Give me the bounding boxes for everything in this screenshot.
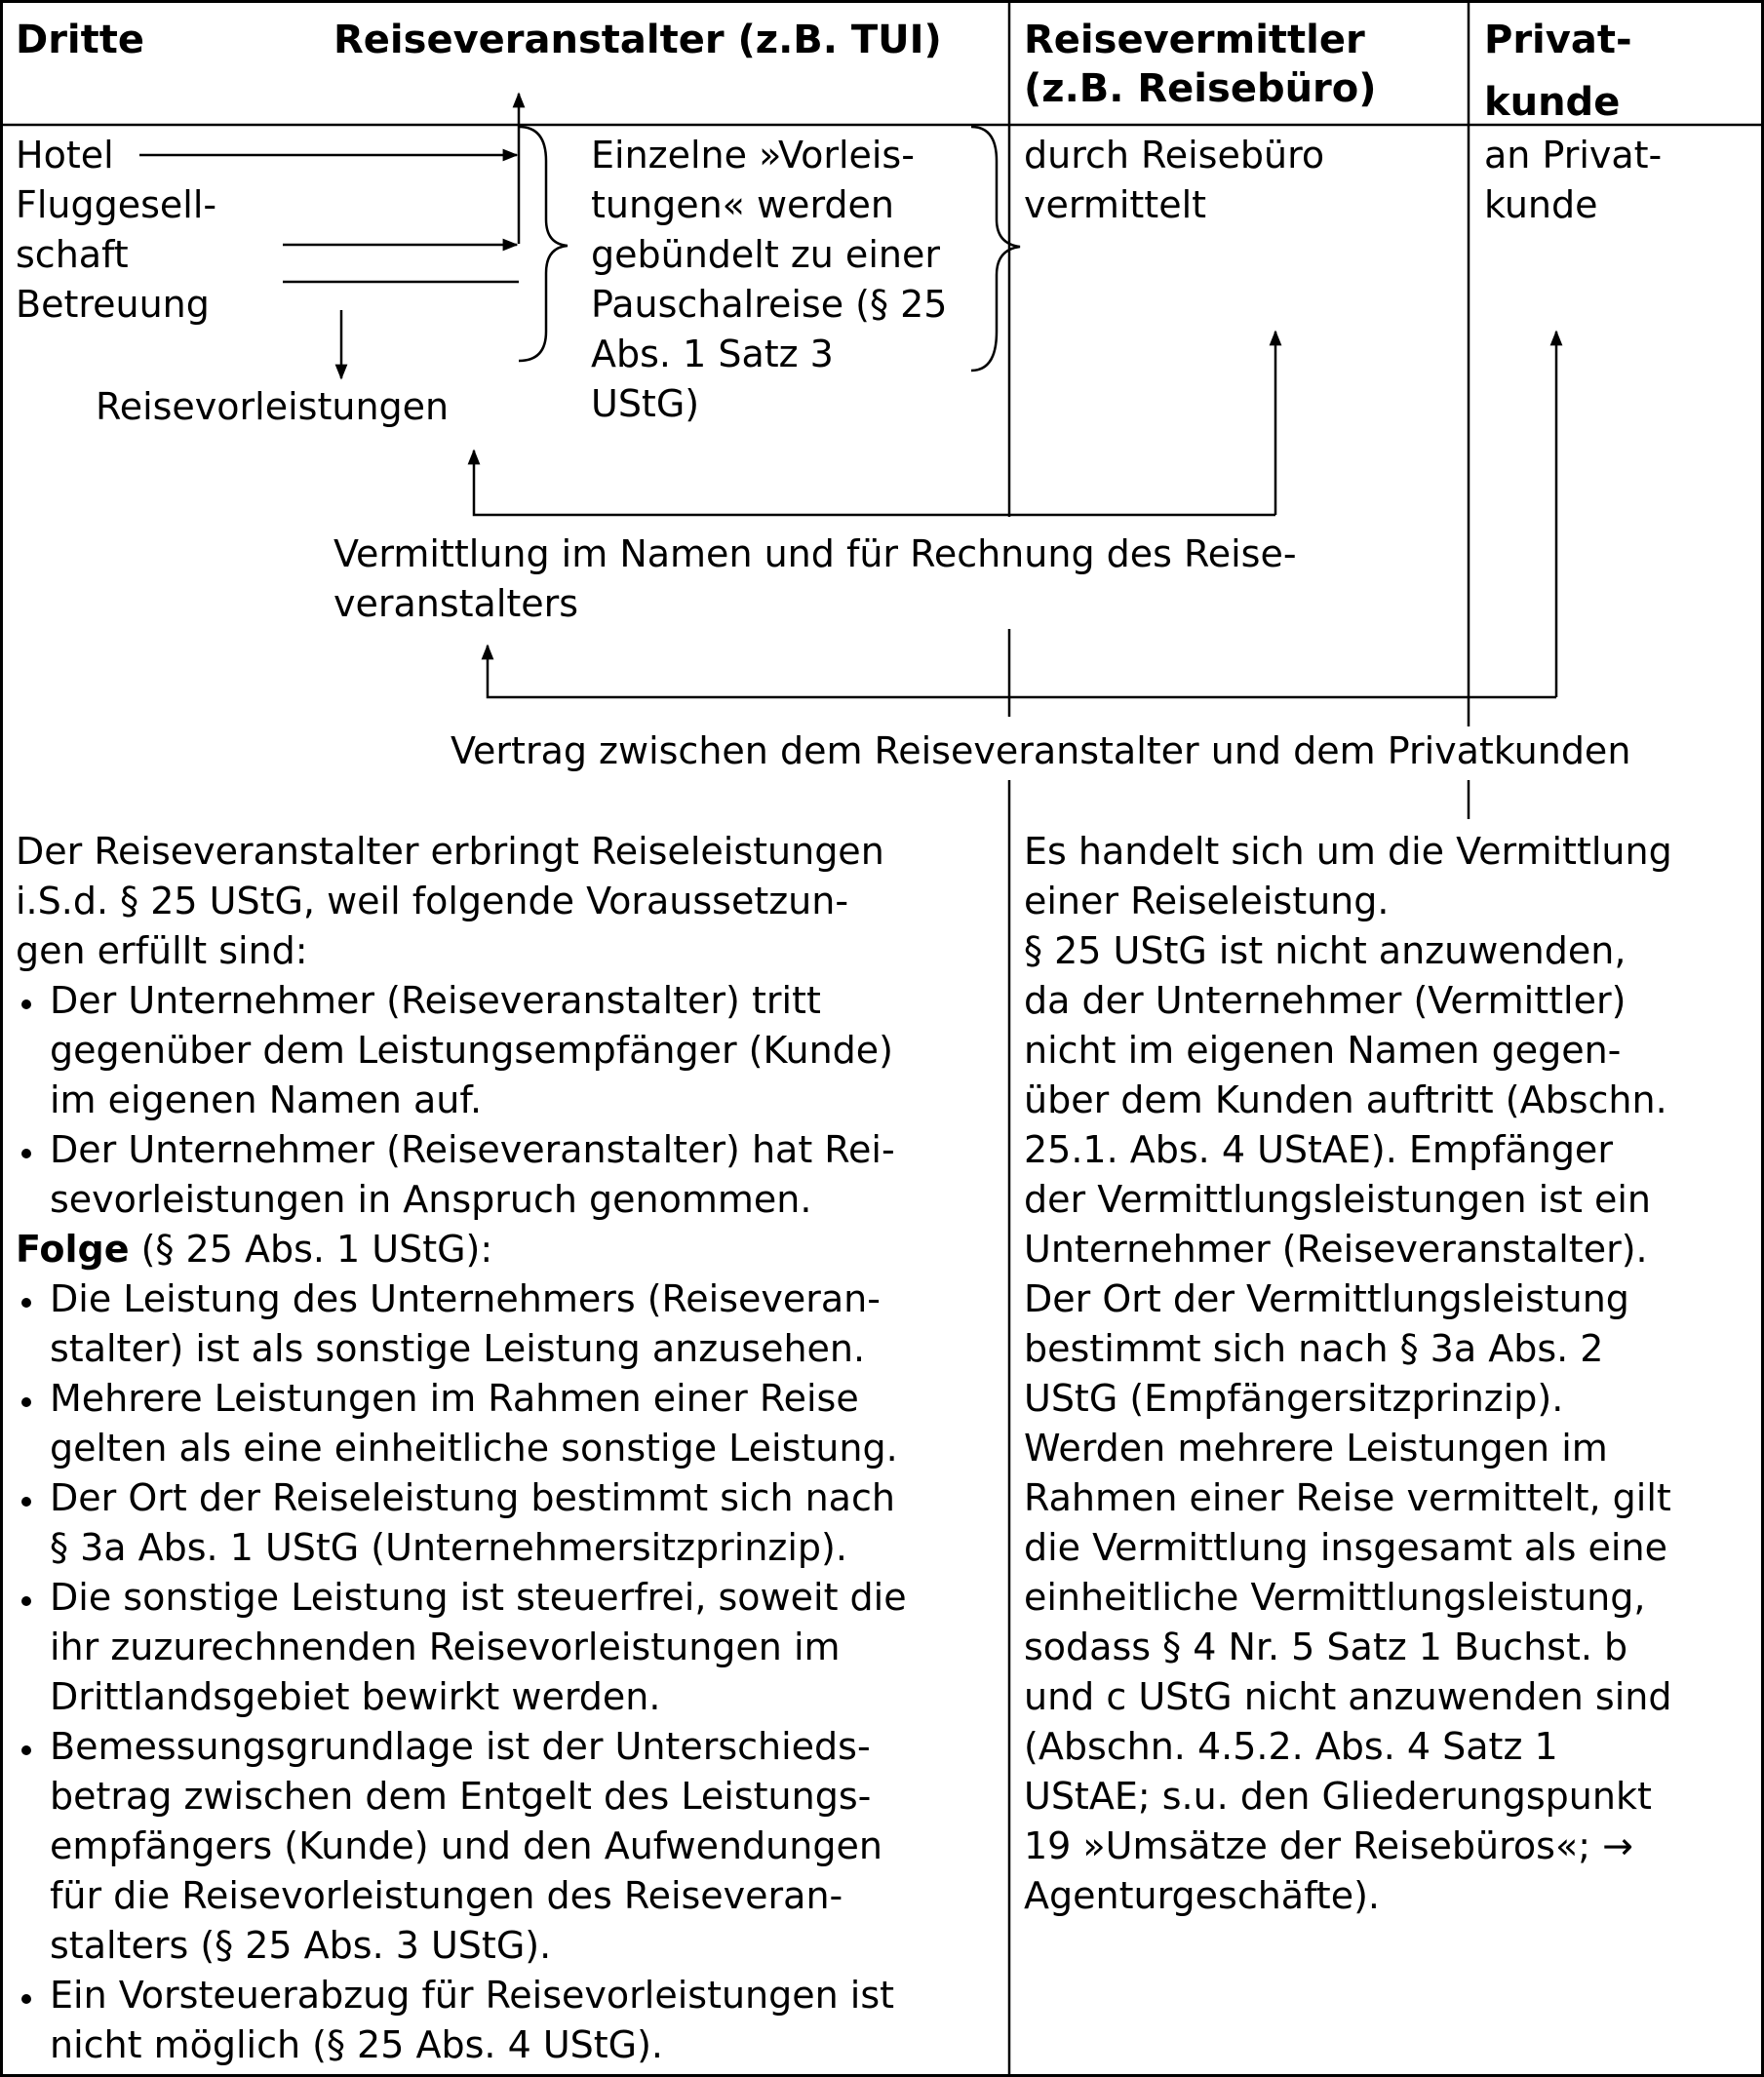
list-item: Mehrere Leistungen im Rahmen einer Reise gelten als eine einheitliche sonstige Leistung. xyxy=(16,1374,907,1473)
folgen-list xyxy=(16,1274,907,2070)
brace-left xyxy=(519,127,568,361)
arrow-vertrag xyxy=(488,646,1556,697)
header-reisevermittler-2: (z.B. Reisebüro) xyxy=(1024,66,1377,111)
list-item: Der Unternehmer (Reiseveranstalter) hat Rei- sevorleistungen in Anspruch genommen. xyxy=(16,1125,907,1225)
list-item: Der Unternehmer (Reiseveranstalter) tritt gegenüber dem Leistungsempfänger (Kunde) im eigenen Namen auf. xyxy=(16,976,907,1125)
list-item: Die sonstige Leistung ist steuerfrei, soweit die ihr zuzurechnenden Reisevorleistungen im Drittlandsgebiet bewirkt werden. xyxy=(16,1573,907,1722)
list-item: Ein Vorsteuerabzug für Reisevorleistungen ist nicht möglich (§ 25 Abs. 4 UStG). xyxy=(16,1971,907,2070)
buendelung-text: Einzelne »Vorleis- tungen« werden gebündelt zu einer Pauschalreise (§ 25 Abs. 1 Satz 3 UStG) xyxy=(591,134,948,425)
header-reisevermittler-1: Reisevermittler xyxy=(1024,18,1365,62)
header-privatkunde-2: kunde xyxy=(1484,80,1621,125)
arrow-vermittlung xyxy=(474,451,1275,515)
header-privatkunde-1: Privat- xyxy=(1484,18,1632,62)
brace-right xyxy=(971,127,1020,371)
right-explanation: Es handelt sich um die Vermittlung einer Reiseleistung. § 25 UStG ist nicht anzuwenden, da der Unternehmer (Vermittler) nicht im eigenen Namen gegen- über dem Kunden auftritt (Abschn. 25.1. Abs. 4 UStAE). Empfänger der Vermittlungsleistungen ist ein Unternehmer (Reiseveranstalter). Der Ort der Vermittlungsleistung bestimmt sich nach § 3a Abs. 2 UStG (Empfängersitzprinzip). Werden mehrere Leistungen im Rahmen einer Reise vermittelt, gilt die Vermittlung insgesamt als eine einheitliche Vermittlungsleistung, sodass § 4 Nr. 5 Satz 1 Buchst. b und c UStG nicht anzuwenden sind (Abschn. 4.5.2. Abs. 4 Satz 1 UStAE; s.u. den Gliederungspunkt 19 »Umsätze der Reisebüros«; → Agenturgeschäfte). xyxy=(1024,830,1672,1917)
list-item: Die Leistung des Unternehmers (Reiseveran- stalter) ist als sonstige Leistung anzusehen. xyxy=(16,1274,907,1374)
label-reisevorleistungen: Reisevorleistungen xyxy=(96,385,450,428)
left-explanation: Der Reiseveranstalter erbringt Reiseleistungen i.S.d. § 25 UStG, weil folgende Voraussetzun- gen erfüllt sind: Der Unternehmer (Reiseveranstalter) tritt gegenüber dem Leistungsempfänger (Kunde) im eigenen Namen auf. Der Unternehmer (Reiseveranstalter) hat Rei- sevorleistungen in Anspruch genommen. Folge (§ 25 Abs. 1 UStG): Die Leistung des Unternehmers (Reiseveran- stalter) ist als sonstige Leistung anzusehen. Mehrere Leistungen im Rahmen einer Reise gelten als eine einheitliche sonstige Leistung. Der Ort der Reiseleistung bestimmt sich nach § 3a Abs. 1 UStG (Unternehmersitzprinzip). Die sonstige Leistung ist steuerfrei, soweit die ihr zuzurechnenden Reisevorleistungen im Drittlandsgebiet bewirkt werden. Bemessungsgrundlage ist der Unterschieds- betrag zwischen dem Entgelt des Leistungs- empfängers (Kunde) und den Aufwendungen für die Reisevorleistungen des Reiseveran- stalters (§ 25 Abs. 3 UStG). Ein Vorsteuerabzug für Reisevorleistungen ist nicht möglich (§ 25 Abs. 4 UStG). xyxy=(16,827,907,2070)
header-reiseveranstalter: Reiseveranstalter (z.B. TUI) xyxy=(333,18,942,62)
vermittelt-text: durch Reisebüro vermittelt xyxy=(1024,134,1325,226)
dritte-item: Hotel xyxy=(16,134,114,176)
vertrag-label: Vertrag zwischen dem Reiseveranstalter und dem Privatkunden xyxy=(451,726,1630,776)
voraussetzungen-list xyxy=(16,976,907,1225)
list-item: Bemessungsgrundlage ist der Unterschieds- betrag zwischen dem Entgelt des Leistungs- empfängers (Kunde) und den Aufwendungen für die Reisevorleistungen des Reiseveran- stalters (§ 25 Abs. 3 UStG). xyxy=(16,1722,907,1971)
list-item: Der Ort der Reiseleistung bestimmt sich nach § 3a Abs. 1 UStG (Unternehmersitzprinzip). xyxy=(16,1473,907,1573)
folge-heading: Folge (§ 25 Abs. 1 UStG): xyxy=(16,1228,493,1271)
dritte-list xyxy=(16,131,216,330)
dritte-item: Fluggesell- xyxy=(16,183,217,226)
vermittlung-label: Vermittlung im Namen und für Rechnung des Reise- veranstalters xyxy=(333,532,1297,625)
dritte-item: schaft xyxy=(16,233,129,276)
an-privatkunde-text: an Privat- kunde xyxy=(1484,134,1663,226)
dritte-item: Betreuung xyxy=(16,283,210,326)
header-dritte: Dritte xyxy=(16,18,145,62)
